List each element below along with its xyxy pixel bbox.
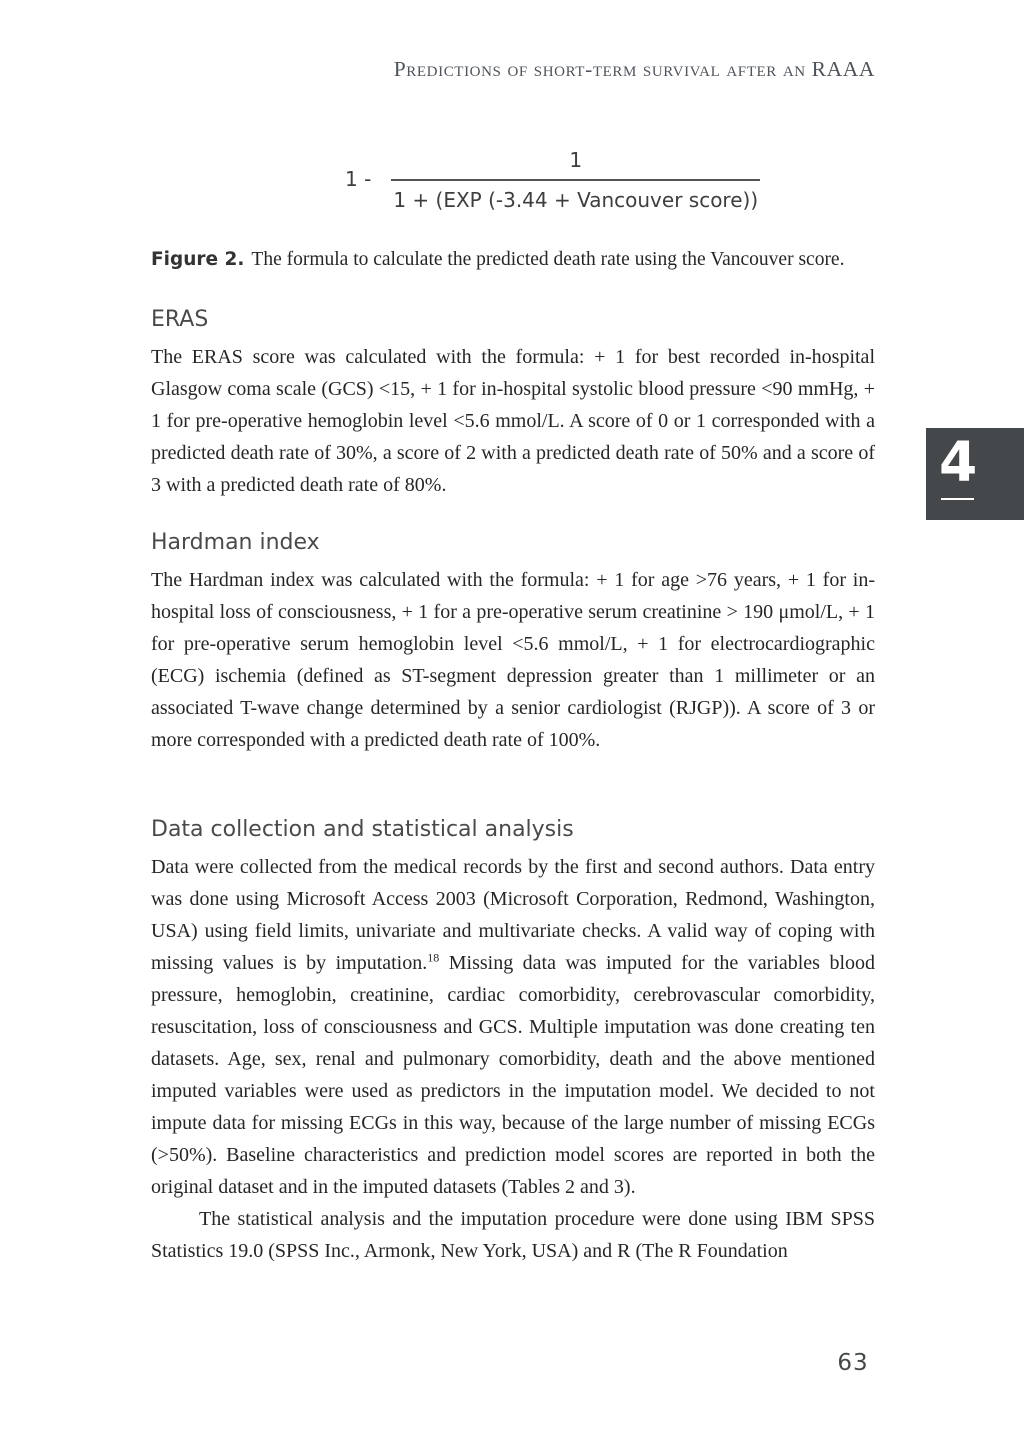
paragraph: The Hardman index was calculated with the formula: + 1 for age >76 years, + 1 for in-hospital loss of consciousness, + 1 for a pre-operative serum creatinine > 190 μmol/L, + 1 for pre-operative serum hemoglobin level <5.6 mmol/L, + 1 for electrocardiographic (ECG) ischemia (defined as ST-segment depression greater than 1 millimeter or an associated T-wave change determined by a senior cardiologist (RJGP)). A score of 3 or more corresponded with a predicted death rate of 100%.	[151, 569, 875, 751]
chapter-number: 4	[939, 430, 978, 494]
formula-lead-term: 1 -	[345, 167, 372, 191]
chapter-tab-underline-rule	[941, 498, 974, 500]
paragraph-run: Missing data was imputed for the variables blood pressure, hemoglobin, creatinine, cardiac comorbidity, cerebrovascular comorbidity, resuscitation, loss of consciousness and GCS. Multiple imputation was done creating ten datasets. Age, sex, renal and pulmonary comorbidity, death and the above mentioned imputed variables were used as predictors in the imputation model. We decided to not impute data for missing ECGs in this way, because of the large number of missing ECGs (>50%). Baseline characteristics and prediction model scores are reported in both the original dataset and in the imputed datasets (Tables 2 and 3).	[151, 952, 875, 1198]
paragraph	[151, 851, 875, 1203]
page-number: 63	[837, 1350, 869, 1376]
section-heading-data-collection: Data collection and statistical analysis	[151, 817, 574, 842]
section-heading-eras: ERAS	[151, 307, 209, 332]
figure-caption	[151, 249, 891, 271]
section-heading-hardman-index: Hardman index	[151, 530, 320, 555]
running-header: Predictions of short-term survival after an RAAA	[393, 57, 875, 81]
figure-caption-label: Figure 2.	[151, 249, 245, 270]
formula-numerator: 1	[391, 148, 760, 181]
section-data-collection	[151, 818, 875, 1267]
figure-formula	[345, 148, 760, 212]
figure-caption-text: The formula to calculate the predicted death rate using the Vancouver score.	[251, 249, 845, 270]
paragraph: The ERAS score was calculated with the formula: + 1 for best recorded in-hospital Glasgow coma scale (GCS) <15, + 1 for in-hospital systolic blood pressure <90 mmHg, + 1 for pre-operative hemoglobin level <5.6 mmol/L. A score of 0 or 1 corresponded with a predicted death rate of 30%, a score of 2 with a predicted death rate of 50% and a score of 3 with a predicted death rate of 80%.	[151, 346, 875, 496]
section-eras	[151, 308, 875, 501]
paragraph-run: Data were collected from the medical records by the first and second authors. Data entry was done using Microsoft Access 2003 (Microsoft Corporation, Redmond, Washington, USA) using field limits, univariate and multivariate checks. A valid way of coping with missing values is by imputation.	[151, 856, 875, 974]
chapter-tab	[926, 428, 1024, 520]
reference-superscript: 18	[427, 950, 440, 965]
formula-denominator: 1 + (EXP (-3.44 + Vancouver score))	[393, 188, 759, 212]
formula-fraction	[391, 148, 760, 212]
section-hardman-index	[151, 531, 875, 756]
paragraph: The statistical analysis and the imputation procedure were done using IBM SPSS Statistics 19.0 (SPSS Inc., Armonk, New York, USA) and R (The R Foundation	[151, 1208, 875, 1262]
